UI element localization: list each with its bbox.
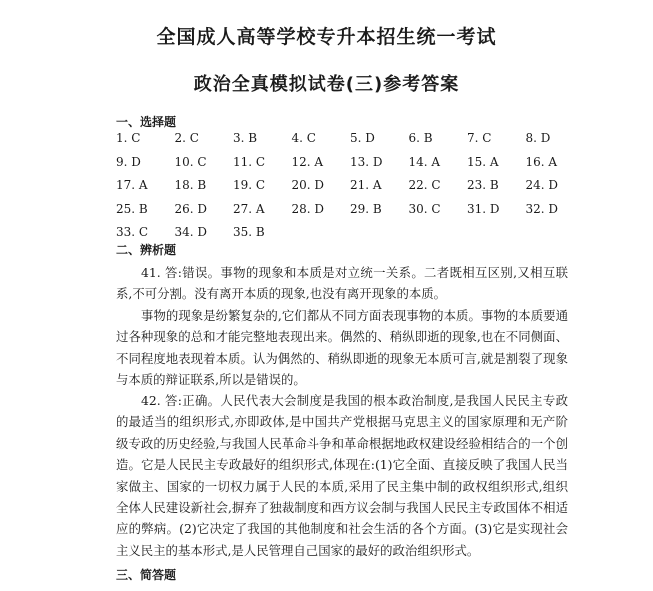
answer-item: 29. B <box>350 201 382 216</box>
answer-item: 18. B <box>174 178 207 192</box>
answer-item: 14. A <box>408 154 441 169</box>
answer-item: 11. C <box>233 154 266 169</box>
answer-item: 33. C <box>116 225 149 239</box>
answer-item: 24. D <box>525 178 559 192</box>
section-heading-analysis: 二、辨析题 <box>116 243 177 257</box>
answer-item: 12. A <box>291 154 324 169</box>
answer-item: 25. B <box>116 201 148 216</box>
answer-item: 35. B <box>233 225 265 239</box>
answer-item: 13. D <box>350 154 383 169</box>
answer-item: 4. C <box>291 131 316 145</box>
answer-grid <box>116 131 586 249</box>
answer-row <box>116 225 586 249</box>
answer-item: 8. D <box>525 131 551 145</box>
answer-item: 23. B <box>467 178 499 192</box>
answer-item: 17. A <box>116 178 148 192</box>
answer-item: 6. B <box>408 131 433 145</box>
answer-paragraph-41: 41. 答:错误。事物的现象和本质是对立统一关系。二者既相互区别,又相互联系,不可分割。没有离开本质的现象,也没有离开现象的本质。 <box>116 265 568 302</box>
answer-item: 20. D <box>291 178 325 192</box>
answer-item: 10. C <box>174 154 207 169</box>
answer-item: 27. A <box>233 201 265 216</box>
answer-item: 22. C <box>408 178 441 192</box>
answer-item: 21. A <box>350 178 382 192</box>
answer-item: 19. C <box>233 178 266 192</box>
answer-paragraph-41-continued: 事物的现象是纷繁复杂的,它们都从不同方面表现事物的本质。事物的本质要通过各种现象的总和才能完整地表现出来。偶然的、稍纵即逝的现象,也在不同侧面、不同程度地表现着本质。认为偶然的、稍纵即逝的现象无本质可言,就是割裂了现象与本质的辩证联系,所以是错误的。 <box>116 308 568 388</box>
answer-row <box>116 202 586 226</box>
section-heading-short-answer: 三、简答题 <box>116 568 177 582</box>
answer-item: 5. D <box>350 131 375 145</box>
document-title: 全国成人高等学校专升本招生统一考试 <box>156 26 497 48</box>
answer-item: 28. D <box>291 201 325 216</box>
answer-item: 32. D <box>525 201 559 216</box>
answer-item: 34. D <box>174 225 208 239</box>
answer-item: 2. C <box>174 131 199 145</box>
answer-item: 7. C <box>467 131 492 145</box>
document-subtitle: 政治全真模拟试卷(三)参考答案 <box>193 74 460 95</box>
answer-item: 16. A <box>525 154 558 169</box>
answer-item: 9. D <box>116 154 141 169</box>
answer-item: 15. A <box>467 154 499 169</box>
answer-row <box>116 131 586 155</box>
answer-paragraph-42: 42. 答:正确。人民代表大会制度是我国的根本政治制度,是我国人民民主专政的最适当的组织形式,亦即政体,是中国共产党根据马克思主义的国家原理和无产阶级专政的历史经验,与我国人民革命斗争和革命根据地政权建设经验相结合的一个创造。它是人民民主专政最好的组织形式,体现在:(1)它全面、直接反映了我国人民当家做主、国家的一切权力属于人民的本质,采用了民主集中制的政权组织形式,组织全体人民建设新社会,摒弃了独裁制度和西方议会制与我国人民民主专政国体不相适应的弊病。(2)它决定了我国的其他制度和社会生活的各个方面。(3)它是实现社会主义民主的基本形式,是人民管理自己国家的最好的政治组织形式。 <box>116 393 568 558</box>
answer-item: 26. D <box>174 201 208 216</box>
answer-item: 30. C <box>408 201 441 216</box>
answer-row <box>116 155 586 179</box>
answer-item: 1. C <box>116 131 141 145</box>
answer-item: 3. B <box>233 131 258 145</box>
answer-item: 31. D <box>467 201 500 216</box>
answer-row <box>116 178 586 202</box>
section-heading-choice: 一、选择题 <box>116 115 177 129</box>
